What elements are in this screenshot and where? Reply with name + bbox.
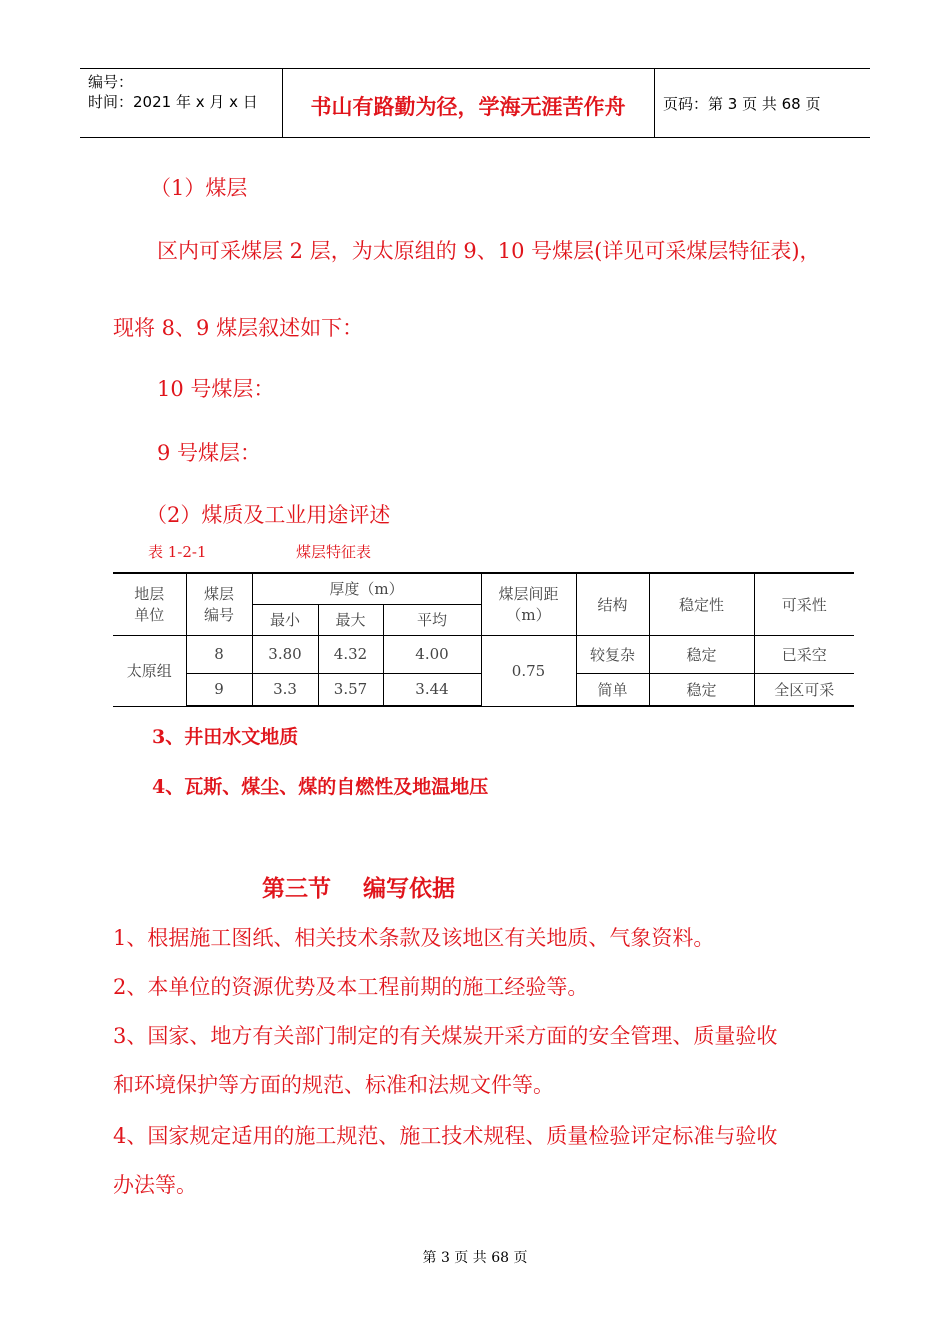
basis-item-4-line-2: 办法等。 — [113, 1173, 197, 1197]
coal-seam-paragraph-2: 现将 8、9 煤层叙述如下： — [113, 316, 364, 340]
basis-item-2: 2、本单位的资源优势及本工程前期的施工经验等。 — [113, 975, 589, 999]
seam-10-label: 10 号煤层： — [157, 377, 275, 401]
header-meta-cell — [80, 69, 283, 137]
header-page-cell — [655, 69, 870, 137]
seam-9-label: 9 号煤层： — [157, 441, 262, 465]
section-3-title: 第三节 编写依据 — [262, 875, 456, 902]
cell-avg: 4.00 — [383, 635, 481, 673]
gas-dust-heading: 4、瓦斯、煤尘、煤的自燃性及地温地压 — [152, 776, 489, 798]
cell-structure: 简单 — [576, 673, 649, 706]
header-motto-cell — [282, 69, 655, 137]
cell-avg: 3.44 — [383, 673, 481, 706]
header-thickness: 厚度（m） — [252, 573, 481, 604]
header-seam — [186, 573, 252, 635]
cell-seam: 9 — [186, 673, 252, 706]
cell-min: 3.80 — [252, 635, 318, 673]
header-seam-line2: 编号 — [203, 606, 234, 625]
cell-max: 4.32 — [318, 635, 383, 673]
table-number: 表 1-2-1 — [148, 543, 207, 561]
header-unit-line1: 地层 — [134, 585, 165, 604]
cell-structure: 较复杂 — [576, 635, 649, 673]
cell-seam: 8 — [186, 635, 252, 673]
coal-seam-heading: （1）煤层 — [150, 176, 248, 200]
basis-item-4-line-1: 4、国家规定适用的施工规范、施工技术规程、质量检验评定标准与验收 — [113, 1124, 778, 1148]
coal-seam-paragraph-1: 区内可采煤层 2 层，为太原组的 9、10 号煤层(详见可采煤层特征表)， — [157, 239, 821, 263]
header-avg: 平均 — [383, 604, 481, 635]
header-unit-line2: 单位 — [134, 606, 165, 625]
table-title: 煤层特征表 — [296, 543, 372, 561]
header-stability: 稳定性 — [649, 573, 754, 635]
cell-spacing: 0.75 — [481, 635, 576, 706]
table-header-row — [113, 573, 854, 604]
coal-seam-table — [113, 572, 854, 707]
cell-min: 3.3 — [252, 673, 318, 706]
header-structure: 结构 — [576, 573, 649, 635]
page-header — [80, 68, 870, 138]
basis-item-3-line-2: 和环境保护等方面的规范、标准和法规文件等。 — [113, 1073, 554, 1097]
cell-stability: 稳定 — [649, 673, 754, 706]
header-min: 最小 — [252, 604, 318, 635]
cell-stability: 稳定 — [649, 635, 754, 673]
cell-max: 3.57 — [318, 673, 383, 706]
page-footer: 第 3 页 共 68 页 — [422, 1250, 528, 1266]
header-unit — [113, 573, 186, 635]
document-number-label: 编号： — [88, 73, 134, 91]
header-spacing — [481, 573, 576, 635]
document-date: 时间：2021 年 x 月 x 日 — [88, 93, 258, 111]
cell-formation: 太原组 — [113, 635, 186, 706]
header-motto: 书山有路勤为径，学海无涯苦作舟 — [310, 95, 626, 119]
header-page-info: 页码：第 3 页 共 68 页 — [663, 95, 821, 113]
header-spacing-line2: （m） — [506, 606, 551, 625]
table-row — [113, 635, 854, 673]
hydrogeology-heading: 3、井田水文地质 — [152, 726, 299, 748]
header-max: 最大 — [318, 604, 383, 635]
cell-minability: 全区可采 — [754, 673, 854, 706]
coal-quality-heading: （2）煤质及工业用途评述 — [146, 503, 391, 527]
header-minability: 可采性 — [754, 573, 854, 635]
header-spacing-line1: 煤层间距 — [498, 585, 559, 604]
cell-minability: 已采空 — [754, 635, 854, 673]
basis-item-3-line-1: 3、国家、地方有关部门制定的有关煤炭开采方面的安全管理、质量验收 — [113, 1024, 778, 1048]
basis-item-1: 1、根据施工图纸、相关技术条款及该地区有关地质、气象资料。 — [113, 926, 715, 950]
header-seam-line1: 煤层 — [203, 585, 234, 604]
